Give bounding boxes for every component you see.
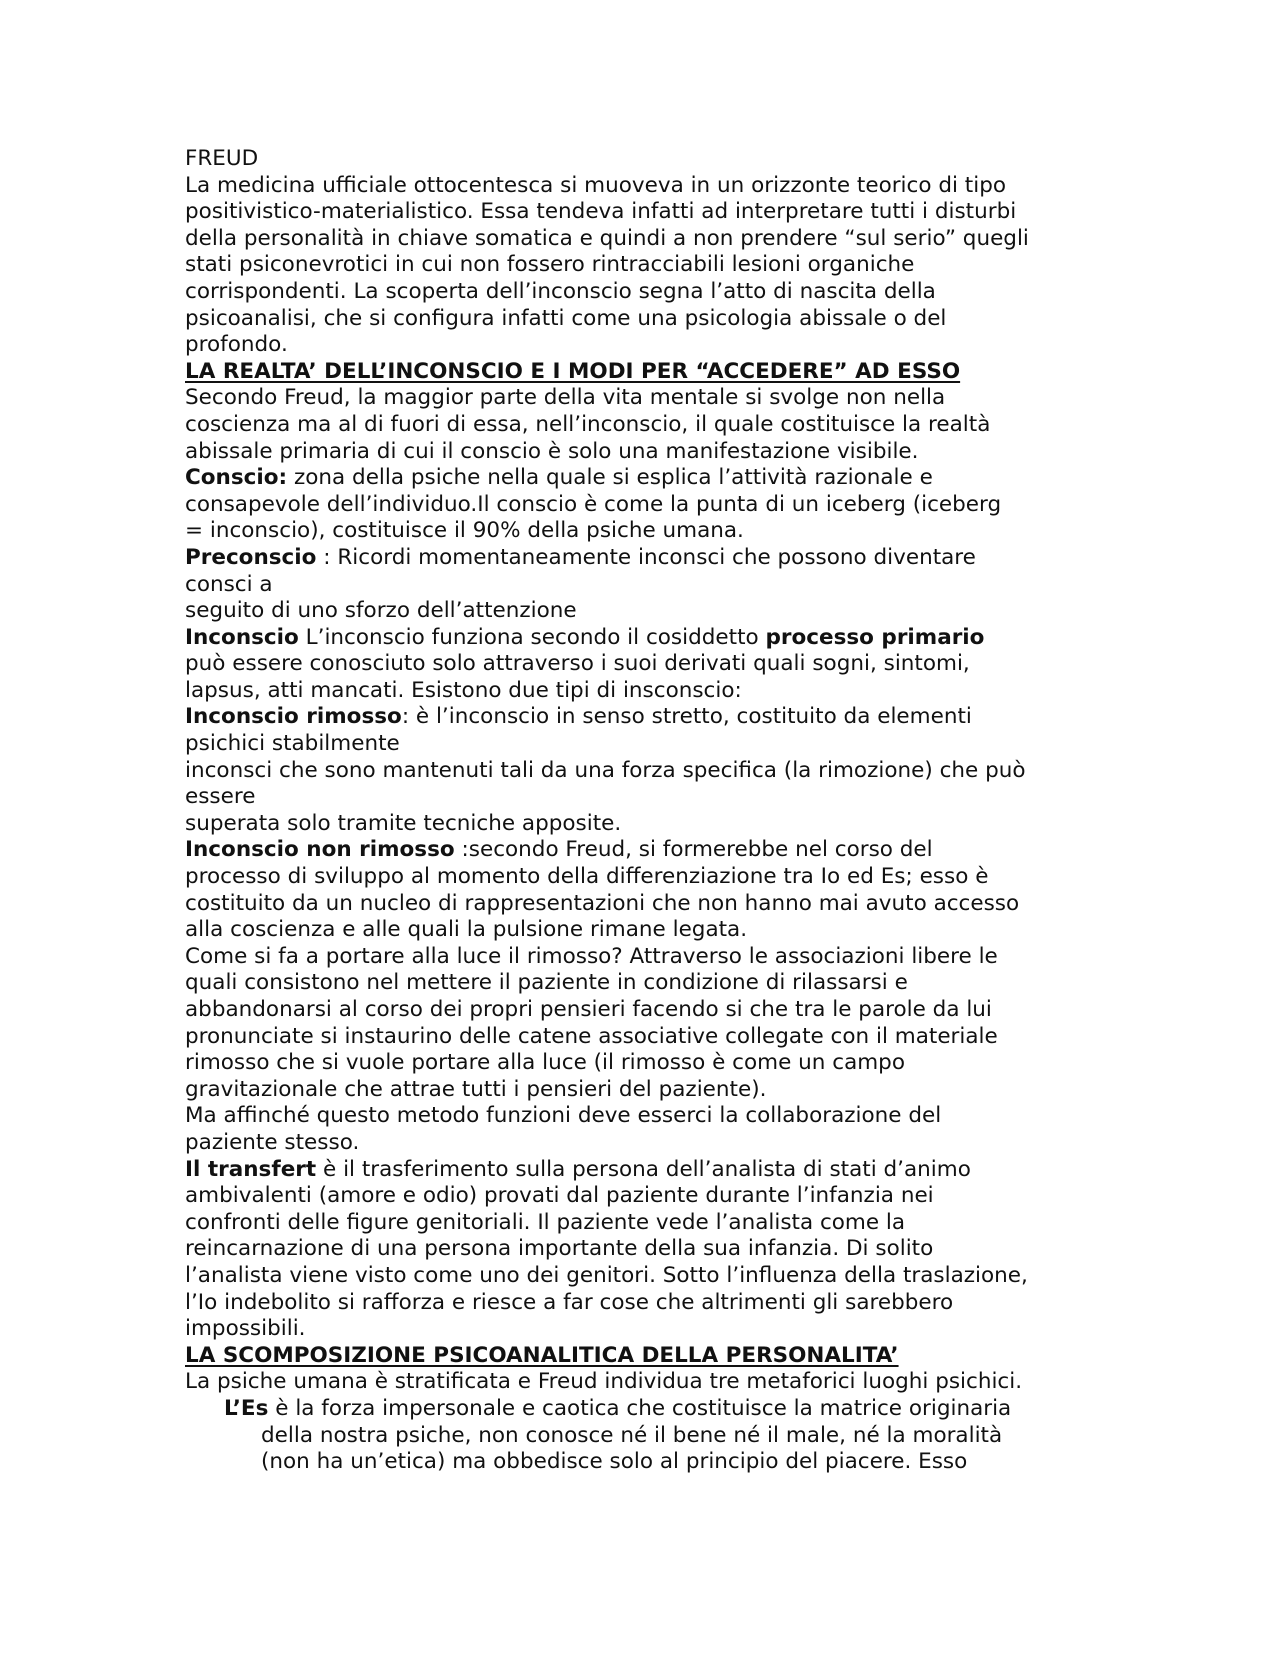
term-es: L’Es xyxy=(224,1395,269,1421)
text-span: è il trasferimento sulla persona dell’analista di stati d’animo xyxy=(316,1156,971,1182)
text-line: consci a xyxy=(185,571,273,597)
text-line: Secondo Freud, la maggior parte della vita mentale si svolge non nella xyxy=(185,385,946,411)
realta-paragraph xyxy=(185,385,1105,465)
text-line: l’Io indebolito si rafforza e riesce a far cose che altrimenti gli sarebbero xyxy=(185,1289,954,1315)
text-line: abissale primaria di cui il conscio è solo una manifestazione visibile. xyxy=(185,438,919,464)
text-line: rimosso che si vuole portare alla luce (il rimosso è come un campo xyxy=(185,1050,905,1076)
text-line: impossibili. xyxy=(185,1316,306,1342)
text-line: Come si fa a portare alla luce il rimosso? Attraverso le associazioni libere le xyxy=(185,943,998,969)
text-line: psichici stabilmente xyxy=(185,731,400,757)
text-line: abbandonarsi al corso dei propri pensieri facendo si che tra le parole da lui xyxy=(185,997,992,1022)
text-line: (non ha un’etica) ma obbedisce solo al principio del piacere. Esso xyxy=(261,1449,968,1475)
text-line: reincarnazione di una persona importante della sua infanzia. Di solito xyxy=(185,1236,934,1262)
text-line: superata solo tramite tecniche apposite. xyxy=(185,810,622,836)
text-line: essere xyxy=(185,784,256,810)
term-inconscio-non-rimosso: Inconscio non rimosso xyxy=(185,837,455,863)
transfert-paragraph xyxy=(185,1157,1105,1343)
preconscio-paragraph xyxy=(185,545,1105,625)
text-span: zona della psiche nella quale si esplica l’attività razionale e xyxy=(287,465,933,491)
text-line xyxy=(185,704,1105,731)
text-line: Ma affinché questo metodo funzioni deve esserci la collaborazione del xyxy=(185,1103,942,1129)
text-span: : Ricordi momentaneamente inconsci che possono diventare xyxy=(316,544,976,570)
associazioni-paragraph xyxy=(185,944,1105,1157)
term-conscio: Conscio: xyxy=(185,465,288,491)
term-inconscio: Inconscio xyxy=(185,624,299,650)
text-line: coscienza ma al di fuori di essa, nell’inconscio, il quale costituisce la realtà xyxy=(185,411,991,437)
text-line: inconsci che sono mantenuti tali da una forza specifica (la rimozione) che può xyxy=(185,757,1026,783)
text-line: della personalità in chiave somatica e quindi a non prendere “sul serio” quegli xyxy=(185,225,1029,251)
rimosso-paragraph xyxy=(185,704,1105,837)
psiche-line: La psiche umana è stratificata e Freud individua tre metaforici luoghi psichici. xyxy=(185,1369,1023,1395)
text-line xyxy=(185,465,1105,492)
text-line: può essere conosciuto solo attraverso i suoi derivati quali sogni, sintomi, xyxy=(185,651,970,677)
text-line xyxy=(185,545,1105,572)
text-span: L’inconscio funziona secondo il cosiddetto xyxy=(298,624,766,650)
text-line: consapevole dell’individuo.Il conscio è come la punta di un iceberg (iceberg xyxy=(185,491,1002,517)
term-inconscio-rimosso: Inconscio rimosso xyxy=(185,704,402,730)
document-page xyxy=(185,146,1105,1476)
text-line: lapsus, atti mancati. Esistono due tipi di insconscio: xyxy=(185,677,742,703)
text-line: profondo. xyxy=(185,332,288,358)
text-line: gravitazionale che attrae tutti i pensieri del paziente). xyxy=(185,1076,767,1102)
text-line: seguito di uno sforzo dell’attenzione xyxy=(185,598,577,624)
inconscio-paragraph xyxy=(185,625,1105,705)
doc-title: FREUD xyxy=(185,146,259,171)
conscio-paragraph xyxy=(185,465,1105,545)
text-line: processo di sviluppo al momento della differenziazione tra Io ed Es; esso è xyxy=(185,864,989,890)
nonrimosso-paragraph xyxy=(185,837,1105,943)
section-heading-scomposizione: LA SCOMPOSIZIONE PSICOANALITICA DELLA PERSONALITA’ xyxy=(185,1342,899,1368)
text-span: : è l’inconscio in senso stretto, costituito da elementi xyxy=(401,704,972,730)
text-span: :secondo Freud, si formerebbe nel corso del xyxy=(454,837,933,863)
text-line xyxy=(185,1396,1105,1423)
term-preconscio: Preconscio xyxy=(185,544,317,570)
term-processo-primario: processo primario xyxy=(765,624,985,650)
text-line: psicoanalisi, che si configura infatti come una psicologia abissale o del xyxy=(185,305,947,331)
text-line: confronti delle figure genitoriali. Il paziente vede l’analista come la xyxy=(185,1209,906,1235)
text-line: pronunciate si instaurino delle catene associative collegate con il materiale xyxy=(185,1023,998,1049)
text-line: La medicina ufficiale ottocentesca si muoveva in un orizzonte teorico di tipo xyxy=(185,172,1006,198)
text-line: corrispondenti. La scoperta dell’inconscio segna l’atto di nascita della xyxy=(185,278,936,304)
text-line: alla coscienza e alle quali la pulsione rimane legata. xyxy=(185,917,748,943)
text-line: stati psiconevrotici in cui non fossero rintracciabili lesioni organiche xyxy=(185,252,915,278)
text-line: ambivalenti (amore e odio) provati dal paziente durante l’infanzia nei xyxy=(185,1183,934,1209)
text-line xyxy=(185,625,1105,652)
text-line: l’analista viene visto come uno dei genitori. Sotto l’influenza della traslazione, xyxy=(185,1262,1028,1288)
text-line xyxy=(185,837,1105,864)
term-transfert: Il transfert xyxy=(185,1156,317,1182)
text-line: = inconscio), costituisce il 90% della psiche umana. xyxy=(185,518,744,544)
text-line: della nostra psiche, non conosce né il bene né il male, né la moralità xyxy=(261,1422,1003,1448)
text-line: costituito da un nucleo di rappresentazioni che non hanno mai avuto accesso xyxy=(185,890,1020,916)
text-line: quali consistono nel mettere il paziente in condizione di rilassarsi e xyxy=(185,970,908,996)
text-span: è la forza impersonale e caotica che costituisce la matrice originaria xyxy=(268,1395,1012,1421)
text-line xyxy=(185,1157,1105,1184)
es-list-item xyxy=(185,1396,1105,1476)
text-line: paziente stesso. xyxy=(185,1129,360,1155)
section-heading-realta: LA REALTA’ DELL’INCONSCIO E I MODI PER “ACCEDERE” AD ESSO xyxy=(185,358,961,384)
intro-paragraph xyxy=(185,173,1105,359)
text-line: positivistico-materialistico. Essa tendeva infatti ad interpretare tutti i disturbi xyxy=(185,199,1017,225)
